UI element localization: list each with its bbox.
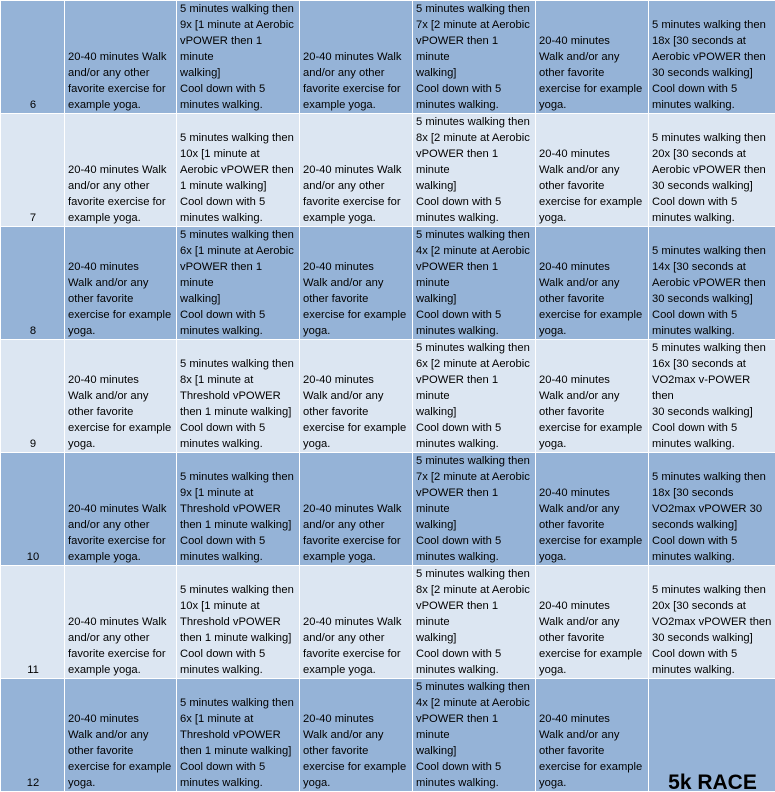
workout-line: 20-40 minutes [68,259,174,275]
workout-line: Walk and/or any [539,275,646,291]
week-number: 11 [1,566,65,679]
workout-line: exercise for example [539,307,646,323]
workout-cell [300,227,413,340]
workout-line: Walk and/or any [539,727,646,743]
workout-line: Cool down with 5 [652,194,773,210]
workout-cell [177,114,300,227]
workout-cell [65,340,177,453]
workout-cell [536,453,649,566]
workout-line: Threshold vPOWER [180,614,297,630]
week-row [1,453,775,566]
workout-line: exercise for example [68,420,174,436]
workout-line: example yoga. [303,662,410,678]
workout-line: 20-40 minutes [539,598,646,614]
workout-line: 5 minutes walking then [180,695,297,711]
workout-line: Cool down with 5 [180,420,297,436]
workout-line: exercise for example [539,194,646,210]
workout-line: walking] [416,743,533,759]
workout-line: example yoga. [303,97,410,113]
workout-line: minutes walking. [180,323,297,339]
workout-line: 6x [1 minute at Aerobic [180,243,297,259]
workout-line: 20-40 minutes Walk [303,501,410,517]
week-number: 12 [1,679,65,792]
workout-line: 8x [2 minute at Aerobic [416,130,533,146]
workout-line: 30 seconds walking] [652,65,773,81]
workout-cell [649,114,775,227]
workout-line: 4x [2 minute at Aerobic [416,243,533,259]
workout-line: vPOWER then 1 minute [416,372,533,404]
workout-cell [536,227,649,340]
workout-line: vPOWER then 1 minute [416,33,533,65]
workout-line: 5 minutes walking then [652,17,773,33]
workout-line: exercise for example [539,420,646,436]
workout-line: walking] [416,65,533,81]
workout-line: minutes walking. [416,549,533,565]
workout-cell [536,679,649,792]
workout-line: Walk and/or any [539,49,646,65]
workout-line: 5 minutes walking then [416,340,533,356]
workout-cell [413,1,536,114]
workout-line: other favorite [539,630,646,646]
workout-line: minutes walking. [652,323,773,339]
workout-line: favorite exercise for [68,194,174,210]
workout-line: minutes walking. [652,210,773,226]
week-row [1,340,775,453]
workout-line: minutes walking. [652,436,773,452]
workout-line: 9x [1 minute at Aerobic [180,17,297,33]
workout-line: Cool down with 5 [652,81,773,97]
workout-line: Walk and/or any [539,501,646,517]
workout-line: then 1 minute walking] [180,404,297,420]
workout-line: 30 seconds walking] [652,178,773,194]
workout-line: 5 minutes walking then [180,469,297,485]
workout-line: Cool down with 5 [180,646,297,662]
workout-line: 20-40 minutes Walk [303,614,410,630]
workout-line: then 1 minute walking] [180,743,297,759]
workout-line: other favorite [68,743,174,759]
workout-line: minutes walking. [416,97,533,113]
workout-cell [300,114,413,227]
workout-cell [65,453,177,566]
workout-cell [177,566,300,679]
workout-line: walking] [180,65,297,81]
workout-cell [65,1,177,114]
workout-line: and/or any other [303,517,410,533]
workout-line: exercise for example [68,307,174,323]
workout-line: 8x [2 minute at Aerobic [416,582,533,598]
workout-line: Cool down with 5 [180,533,297,549]
workout-line: walking] [180,291,297,307]
workout-line: 18x [30 seconds [652,485,773,501]
workout-line: 5 minutes walking then [652,582,773,598]
workout-line: exercise for example [539,533,646,549]
workout-line: 20-40 minutes [539,33,646,49]
workout-line: and/or any other [68,517,174,533]
workout-cell [536,114,649,227]
workout-line: minutes walking. [180,436,297,452]
workout-line: minutes walking. [180,97,297,113]
workout-line: example yoga. [303,549,410,565]
workout-line: exercise for example [303,759,410,775]
workout-line: 20-40 minutes [539,372,646,388]
workout-line: and/or any other [68,65,174,81]
workout-line: yoga. [539,436,646,452]
workout-line: Cool down with 5 [652,307,773,323]
workout-line: vPOWER then 1 minute [180,259,297,291]
workout-line: minutes walking. [180,775,297,791]
workout-line: Cool down with 5 [180,759,297,775]
workout-line: 30 seconds walking] [652,404,773,420]
workout-line: vPOWER then 1 minute [416,485,533,517]
workout-cell [649,453,775,566]
workout-line: exercise for example [539,759,646,775]
workout-line: yoga. [539,210,646,226]
workout-cell [300,679,413,792]
workout-line: minutes walking. [416,662,533,678]
workout-line: Cool down with 5 [180,194,297,210]
workout-line: Walk and/or any [68,388,174,404]
workout-line: yoga. [68,436,174,452]
workout-cell [65,566,177,679]
workout-line: vPOWER then 1 minute [416,598,533,630]
workout-line: minutes walking. [416,436,533,452]
workout-line: yoga. [68,775,174,791]
workout-cell [649,227,775,340]
workout-line: 5 minutes walking then [180,356,297,372]
week-row [1,679,775,792]
workout-line: 5 minutes walking then [652,340,773,356]
workout-line: Threshold vPOWER [180,501,297,517]
workout-line: favorite exercise for [68,646,174,662]
workout-line: yoga. [303,775,410,791]
workout-line: vPOWER then 1 minute [416,146,533,178]
table-body [1,1,775,792]
week-row [1,227,775,340]
workout-line: Cool down with 5 [416,194,533,210]
workout-line: VO2max vPOWER 30 [652,501,773,517]
workout-line: other favorite [539,291,646,307]
workout-line: Walk and/or any [539,162,646,178]
workout-line: Aerobic vPOWER then [652,275,773,291]
workout-line: exercise for example [303,420,410,436]
workout-line: favorite exercise for [68,533,174,549]
workout-line: vPOWER then 1 minute [180,33,297,65]
workout-line: exercise for example [539,81,646,97]
workout-line: other favorite [539,65,646,81]
week-number: 8 [1,227,65,340]
workout-line: then 1 minute walking] [180,630,297,646]
workout-line: yoga. [303,436,410,452]
workout-line: Walk and/or any [68,275,174,291]
workout-line: Cool down with 5 [180,81,297,97]
workout-line: 5 minutes walking then [416,1,533,17]
workout-line: 6x [1 minute at [180,711,297,727]
workout-line: 10x [1 minute at [180,146,297,162]
workout-line: 20-40 minutes [303,259,410,275]
workout-line: Cool down with 5 [416,646,533,662]
workout-line: example yoga. [68,662,174,678]
workout-cell [536,340,649,453]
week-row [1,1,775,114]
workout-line: 30 seconds walking] [652,291,773,307]
race-day-cell: 5k RACE [649,679,775,792]
workout-line: 20-40 minutes [539,146,646,162]
workout-line: Cool down with 5 [416,759,533,775]
workout-cell [413,566,536,679]
workout-line: other favorite [539,404,646,420]
workout-line: 14x [30 seconds at [652,259,773,275]
workout-line: vPOWER then 1 minute [416,711,533,743]
workout-line: Aerobic vPOWER then [652,162,773,178]
workout-line: 1 minute walking] [180,178,297,194]
workout-cell [300,453,413,566]
workout-line: other favorite [539,743,646,759]
week-number: 7 [1,114,65,227]
workout-line: minutes walking. [652,549,773,565]
workout-line: minutes walking. [180,210,297,226]
workout-cell [413,114,536,227]
week-number: 6 [1,1,65,114]
workout-line: 5 minutes walking then [652,130,773,146]
workout-line: 18x [30 seconds at [652,33,773,49]
workout-line: 5 minutes walking then [416,114,533,130]
workout-line: 20-40 minutes [303,711,410,727]
workout-line: favorite exercise for [303,194,410,210]
workout-line: Walk and/or any [303,727,410,743]
workout-line: 5 minutes walking then [180,130,297,146]
week-number: 9 [1,340,65,453]
workout-line: VO2max vPOWER then [652,614,773,630]
workout-line: 5 minutes walking then [416,566,533,582]
workout-line: walking] [416,517,533,533]
workout-line: minutes walking. [180,549,297,565]
workout-line: 20-40 minutes [68,711,174,727]
workout-line: Threshold vPOWER [180,727,297,743]
workout-line: minutes walking. [180,662,297,678]
workout-line: and/or any other [303,630,410,646]
workout-line: 9x [1 minute at [180,485,297,501]
workout-cell [413,453,536,566]
workout-line: 5 minutes walking then [416,227,533,243]
workout-line: 20-40 minutes Walk [68,501,174,517]
workout-line: 10x [1 minute at [180,598,297,614]
workout-line: 20-40 minutes Walk [68,614,174,630]
workout-line: example yoga. [68,549,174,565]
workout-line: favorite exercise for [303,646,410,662]
workout-line: example yoga. [303,210,410,226]
workout-cell [65,227,177,340]
week-row [1,566,775,679]
workout-line: other favorite [303,404,410,420]
workout-line: and/or any other [68,178,174,194]
workout-line: 5 minutes walking then [416,453,533,469]
workout-line: vPOWER then 1 minute [416,259,533,291]
workout-line: 20-40 minutes [68,372,174,388]
workout-line: exercise for example [303,307,410,323]
workout-cell [536,566,649,679]
workout-line: walking] [416,291,533,307]
workout-line: yoga. [539,97,646,113]
workout-line: 5 minutes walking then [652,243,773,259]
workout-cell [300,566,413,679]
workout-cell [177,340,300,453]
workout-line: and/or any other [303,178,410,194]
workout-line: 5 minutes walking then [180,1,297,17]
workout-line: 20-40 minutes Walk [68,49,174,65]
workout-line: Walk and/or any [303,388,410,404]
workout-line: 5 minutes walking then [180,582,297,598]
workout-line: other favorite [303,291,410,307]
workout-line: 4x [2 minute at Aerobic [416,695,533,711]
workout-line: yoga. [539,775,646,791]
workout-line: other favorite [303,743,410,759]
workout-line: 20x [30 seconds at [652,146,773,162]
workout-line: example yoga. [68,210,174,226]
workout-line: minutes walking. [416,323,533,339]
workout-cell [649,566,775,679]
workout-cell [649,1,775,114]
workout-line: minutes walking. [416,210,533,226]
workout-line: exercise for example [539,646,646,662]
workout-cell [177,1,300,114]
workout-line: Cool down with 5 [416,307,533,323]
workout-line: example yoga. [68,97,174,113]
workout-line: VO2max v-POWER then [652,372,773,404]
workout-line: Cool down with 5 [652,420,773,436]
workout-line: Cool down with 5 [652,533,773,549]
workout-cell [177,453,300,566]
workout-line: and/or any other [303,65,410,81]
workout-line: walking] [416,178,533,194]
workout-line: Cool down with 5 [180,307,297,323]
workout-line: 20-40 minutes Walk [68,162,174,178]
workout-line: other favorite [68,291,174,307]
workout-cell [536,1,649,114]
workout-line: and/or any other [68,630,174,646]
workout-line: Aerobic vPOWER then [652,49,773,65]
workout-line: Walk and/or any [539,614,646,630]
workout-line: 20-40 minutes [303,372,410,388]
workout-line: other favorite [539,178,646,194]
week-number: 10 [1,453,65,566]
workout-cell [65,114,177,227]
workout-line: yoga. [539,662,646,678]
workout-line: 16x [30 seconds at [652,356,773,372]
workout-line: 7x [2 minute at Aerobic [416,469,533,485]
workout-line: Cool down with 5 [416,81,533,97]
workout-line: exercise for example [68,759,174,775]
workout-line: walking] [416,404,533,420]
workout-line: yoga. [539,549,646,565]
workout-line: 30 seconds walking] [652,630,773,646]
workout-line: 5 minutes walking then [180,227,297,243]
workout-cell [413,340,536,453]
workout-line: Cool down with 5 [416,420,533,436]
workout-line: yoga. [539,323,646,339]
workout-line: then 1 minute walking] [180,517,297,533]
workout-line: Cool down with 5 [416,533,533,549]
workout-cell [300,340,413,453]
workout-line: favorite exercise for [303,81,410,97]
workout-line: yoga. [303,323,410,339]
workout-line: 5 minutes walking then [416,679,533,695]
workout-line: 20-40 minutes [539,485,646,501]
workout-line: favorite exercise for [303,533,410,549]
week-row [1,114,775,227]
workout-line: 6x [2 minute at Aerobic [416,356,533,372]
workout-line: Walk and/or any [303,275,410,291]
workout-line: other favorite [539,517,646,533]
workout-cell [177,679,300,792]
workout-line: 5 minutes walking then [652,469,773,485]
workout-line: 20-40 minutes Walk [303,49,410,65]
workout-line: 20-40 minutes Walk [303,162,410,178]
workout-line: yoga. [68,323,174,339]
workout-cell [413,679,536,792]
workout-line: Aerobic vPOWER then [180,162,297,178]
workout-cell [649,340,775,453]
workout-line: other favorite [68,404,174,420]
workout-line: 20x [30 seconds at [652,598,773,614]
workout-line: minutes walking. [652,97,773,113]
workout-line: Walk and/or any [539,388,646,404]
workout-cell [177,227,300,340]
workout-line: Walk and/or any [68,727,174,743]
workout-cell [413,227,536,340]
workout-cell [65,679,177,792]
workout-line: Threshold vPOWER [180,388,297,404]
workout-line: favorite exercise for [68,81,174,97]
workout-line: 20-40 minutes [539,259,646,275]
workout-line: minutes walking. [652,662,773,678]
workout-line: Cool down with 5 [652,646,773,662]
workout-line: seconds walking] [652,517,773,533]
workout-cell [300,1,413,114]
workout-line: minutes walking. [416,775,533,791]
workout-line: 7x [2 minute at Aerobic [416,17,533,33]
workout-line: 8x [1 minute at [180,372,297,388]
workout-line: 20-40 minutes [539,711,646,727]
workout-line: walking] [416,630,533,646]
